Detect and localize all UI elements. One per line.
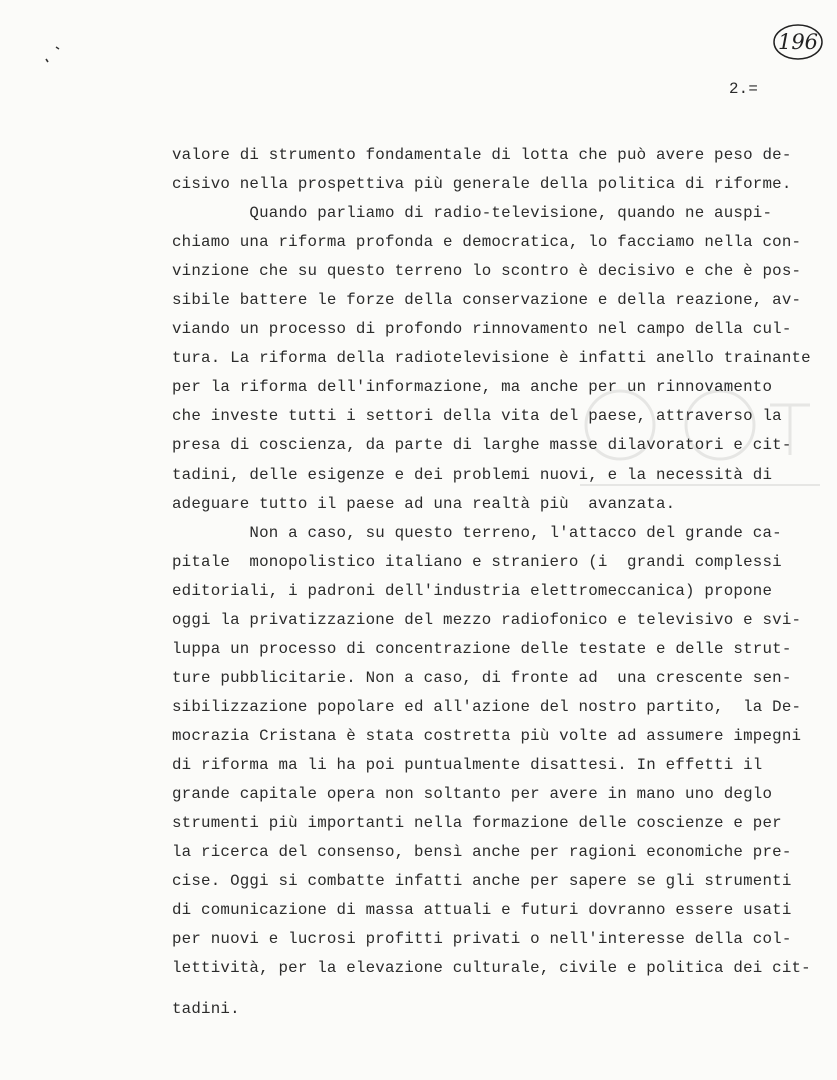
- text-line: viando un processo di profondo rinnovamento nel campo della cul-: [172, 320, 792, 339]
- text-line: luppa un processo di concentrazione delle testate e delle strut-: [172, 639, 792, 658]
- page-number: 2.=: [729, 80, 759, 98]
- text-line: Quando parliamo di radio-televisione, quando ne auspi-: [172, 204, 773, 223]
- text-line: cise. Oggi si combatte infatti anche per sapere se gli strumenti: [172, 872, 792, 891]
- text-line: di comunicazione di massa attuali e futuri dovranno essere usati: [172, 901, 792, 920]
- text-line: vinzione che su questo terreno lo scontro è decisivo e che è pos-: [172, 262, 802, 281]
- text-line: chiamo una riforma profonda e democratica, lo facciamo nella con-: [172, 233, 802, 252]
- text-line: adeguare tutto il paese ad una realtà più avanzata.: [172, 494, 676, 513]
- body-text: [172, 141, 822, 1024]
- text-line: tadini.: [172, 1000, 240, 1019]
- text-line: strumenti più importanti nella formazione delle coscienze e per: [172, 814, 782, 833]
- text-line: editoriali, i padroni dell'industria elettromeccanica) propone: [172, 581, 773, 600]
- text-line: per nuovi e lucrosi profitti privati o nell'interesse della col-: [172, 930, 792, 949]
- text-line: grande capitale opera non soltanto per avere in mano uno deglo: [172, 785, 773, 804]
- stamp-number: 196: [777, 30, 819, 54]
- text-line: per la riforma dell'informazione, ma anche per un rinnovamento: [172, 378, 773, 397]
- pen-mark: [42, 45, 62, 67]
- text-line: tadini, delle esigenze e dei problemi nuovi, e la necessità di: [172, 465, 773, 484]
- text-line: mocrazia Cristana è stata costretta più volte ad assumere impegni: [172, 726, 802, 745]
- text-line: presa di coscienza, da parte di larghe masse dilavoratori e cit-: [172, 436, 792, 455]
- text-line: cisivo nella prospettiva più generale della politica di riforme.: [172, 175, 792, 194]
- text-line: pitale monopolistico italiano e straniero (i grandi complessi: [172, 552, 782, 571]
- text-line: di riforma ma li ha poi puntualmente disattesi. In effetti il: [172, 755, 763, 774]
- text-line: sibilizzazione popolare ed all'azione del nostro partito, la De-: [172, 697, 802, 716]
- text-line: sibile battere le forze della conservazione e della reazione, av-: [172, 291, 802, 310]
- text-line: che investe tutti i settori della vita del paese, attraverso la: [172, 407, 782, 426]
- text-line: ture pubblicitarie. Non a caso, di fronte ad una crescente sen-: [172, 668, 792, 687]
- text-line: valore di strumento fondamentale di lotta che può avere peso de-: [172, 146, 792, 164]
- page-stamp: [771, 22, 825, 62]
- text-line: oggi la privatizzazione del mezzo radiofonico e televisivo e svi-: [172, 610, 802, 629]
- text-line: tura. La riforma della radiotelevisione è infatti anello trainante: [172, 349, 811, 368]
- text-line: Non a caso, su questo terreno, l'attacco del grande ca-: [172, 523, 782, 542]
- text-line: lettività, per la elevazione culturale, civile e politica dei cit-: [172, 959, 811, 978]
- text-line: la ricerca del consenso, bensì anche per ragioni economiche pre-: [172, 843, 792, 862]
